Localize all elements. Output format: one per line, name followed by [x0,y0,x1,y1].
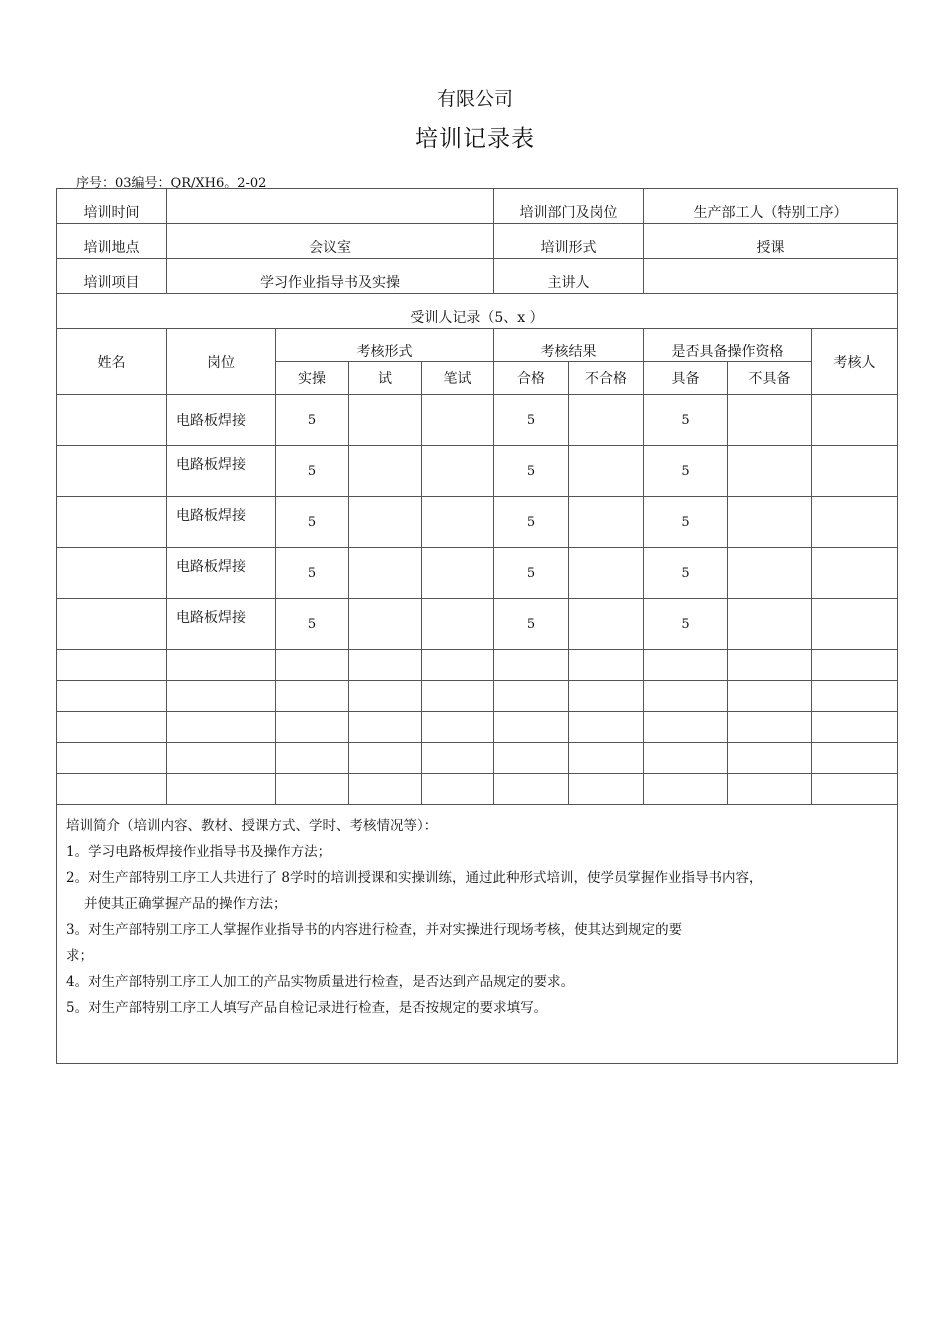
lecturer-label: 主讲人 [494,259,644,294]
empty-cell [494,774,569,805]
training-time-label: 培训时间 [57,189,167,224]
dept-label: 培训部门及岗位 [494,189,644,224]
empty-cell [569,650,644,681]
col-assessor: 考核人 [812,329,898,395]
cell-pass: 5 [494,395,569,446]
cell-post [167,599,276,650]
empty-cell [644,650,728,681]
empty-cell [728,743,812,774]
empty-cell [57,743,167,774]
training-summary [57,805,898,1064]
empty-cell [167,712,276,743]
empty-cell [57,650,167,681]
lecturer-value [644,259,898,294]
form-title: 培训记录表 [415,126,535,152]
cell-name [57,497,167,548]
cell-post [167,497,276,548]
cell-fail [569,548,644,599]
empty-cell [57,712,167,743]
cell-practical: 5 [276,446,349,497]
location-value: 会议室 [167,224,494,259]
empty-cell [276,650,349,681]
cell-qualified: 5 [644,395,728,446]
serial-number: 序号：03编号：QR/XH6。2-02 [76,176,267,191]
cell-fail [569,497,644,548]
project-value: 学习作业指导书及实操 [167,259,494,294]
cell-post-text: 电路板焊接 [176,508,246,524]
cell-test [349,599,422,650]
empty-cell [728,681,812,712]
empty-cell [644,712,728,743]
cell-not-qualified [728,548,812,599]
col-not-qualified: 不具备 [728,362,812,395]
empty-cell [422,774,494,805]
table-row [57,599,898,650]
empty-cell [494,650,569,681]
info-row-time [57,189,898,224]
empty-cell [728,774,812,805]
cell-written [422,497,494,548]
cell-pass: 5 [494,497,569,548]
records-title-row [57,294,898,329]
empty-cell [569,681,644,712]
empty-cell [422,681,494,712]
empty-cell [812,743,898,774]
training-record-table [56,188,898,1064]
cell-post [167,446,276,497]
summary-heading: 培训简介（培训内容、教材、授课方式、学时、考核情况等）： [66,818,438,834]
empty-cell [422,712,494,743]
form-label: 培训形式 [494,224,644,259]
cell-test [349,446,422,497]
cell-test [349,548,422,599]
cell-post-text: 电路板焊接 [176,610,246,626]
cell-pass: 5 [494,548,569,599]
cell-practical: 5 [276,599,349,650]
cell-pass: 5 [494,446,569,497]
empty-cell [644,681,728,712]
summary-item-1: 1。学习电路板焊接作业指导书及操作方法； [66,844,332,860]
col-written: 笔试 [422,362,494,395]
cell-qualified: 5 [644,446,728,497]
info-row-project [57,259,898,294]
cell-fail [569,599,644,650]
cell-test [349,497,422,548]
cell-pass: 5 [494,599,569,650]
empty-cell [569,774,644,805]
empty-cell [349,712,422,743]
empty-cell [569,712,644,743]
summary-item-5: 5。对生产部特别工序工人填写产品自检记录进行检查，是否按规定的要求填写。 [66,1000,548,1016]
col-qualified: 具备 [644,362,728,395]
cell-written [422,599,494,650]
records-title: 受训人记录（5、x ） [57,294,898,329]
empty-cell [276,712,349,743]
empty-cell [728,712,812,743]
empty-cell [422,743,494,774]
cell-written [422,548,494,599]
empty-cell [167,774,276,805]
summary-row [57,805,898,1064]
empty-row [57,774,898,805]
col-assess-form: 考核形式 [276,329,494,362]
cell-not-qualified [728,599,812,650]
dept-value: 生产部工人（特别工序） [644,189,898,224]
empty-cell [349,743,422,774]
form-value: 授课 [644,224,898,259]
cell-qualified: 5 [644,599,728,650]
empty-row [57,743,898,774]
cell-test [349,395,422,446]
cell-post [167,395,276,446]
col-post: 岗位 [167,329,276,395]
empty-cell [812,681,898,712]
cell-practical: 5 [276,497,349,548]
col-fail: 不合格 [569,362,644,395]
summary-item-4: 4。对生产部特别工序工人加工的产品实物质量进行检查，是否达到产品规定的要求。 [66,974,575,990]
cell-not-qualified [728,497,812,548]
empty-cell [167,743,276,774]
col-assess-result: 考核结果 [494,329,644,362]
cell-fail [569,446,644,497]
info-row-location [57,224,898,259]
cell-post [167,548,276,599]
empty-cell [569,743,644,774]
empty-cell [276,743,349,774]
cell-assessor [812,599,898,650]
cell-name [57,548,167,599]
summary-item-2a: 2。对生产部特别工序工人共进行了 8学时的培训授课和实操训练，通过此种形式培训，使学员掌握作业指导书内容， [66,870,763,886]
empty-cell [644,743,728,774]
cell-name [57,599,167,650]
empty-row [57,712,898,743]
cell-post-text: 电路板焊接 [176,559,246,575]
cell-name [57,395,167,446]
empty-cell [349,681,422,712]
table-row [57,395,898,446]
cell-post-text: 电路板焊接 [176,457,246,473]
cell-name [57,446,167,497]
cell-assessor [812,395,898,446]
summary-item-3b: 求； [66,948,93,964]
table-row [57,497,898,548]
cell-not-qualified [728,446,812,497]
cell-practical: 5 [276,548,349,599]
empty-cell [349,774,422,805]
company-name: 有限公司 [436,88,513,110]
cell-practical: 5 [276,395,349,446]
empty-cell [422,650,494,681]
empty-row [57,650,898,681]
cell-qualified: 5 [644,497,728,548]
empty-cell [57,774,167,805]
col-practical: 实操 [276,362,349,395]
empty-cell [276,774,349,805]
cell-assessor [812,446,898,497]
empty-cell [728,650,812,681]
header-row-1 [57,329,898,362]
col-test: 试 [349,362,422,395]
empty-cell [167,681,276,712]
col-name: 姓名 [57,329,167,395]
empty-cell [812,650,898,681]
summary-item-3a: 3。对生产部特别工序工人掌握作业指导书的内容进行检查，并对实操进行现场考核，使其达到规定的要 [66,922,683,938]
empty-cell [349,650,422,681]
cell-not-qualified [728,395,812,446]
col-pass: 合格 [494,362,569,395]
training-time-value [167,189,494,224]
summary-item-2b: 并使其正确掌握产品的操作方法； [84,896,287,912]
table-row [57,548,898,599]
cell-written [422,446,494,497]
empty-cell [276,681,349,712]
cell-post-text: 电路板焊接 [176,413,246,429]
empty-cell [644,774,728,805]
cell-assessor [812,548,898,599]
empty-cell [167,650,276,681]
empty-cell [812,774,898,805]
cell-written [422,395,494,446]
empty-cell [494,712,569,743]
empty-cell [494,743,569,774]
empty-cell [494,681,569,712]
cell-assessor [812,497,898,548]
project-label: 培训项目 [57,259,167,294]
col-qualification: 是否具备操作资格 [644,329,812,362]
cell-qualified: 5 [644,548,728,599]
empty-cell [812,712,898,743]
empty-row [57,681,898,712]
empty-cell [57,681,167,712]
table-row [57,446,898,497]
cell-fail [569,395,644,446]
location-label: 培训地点 [57,224,167,259]
